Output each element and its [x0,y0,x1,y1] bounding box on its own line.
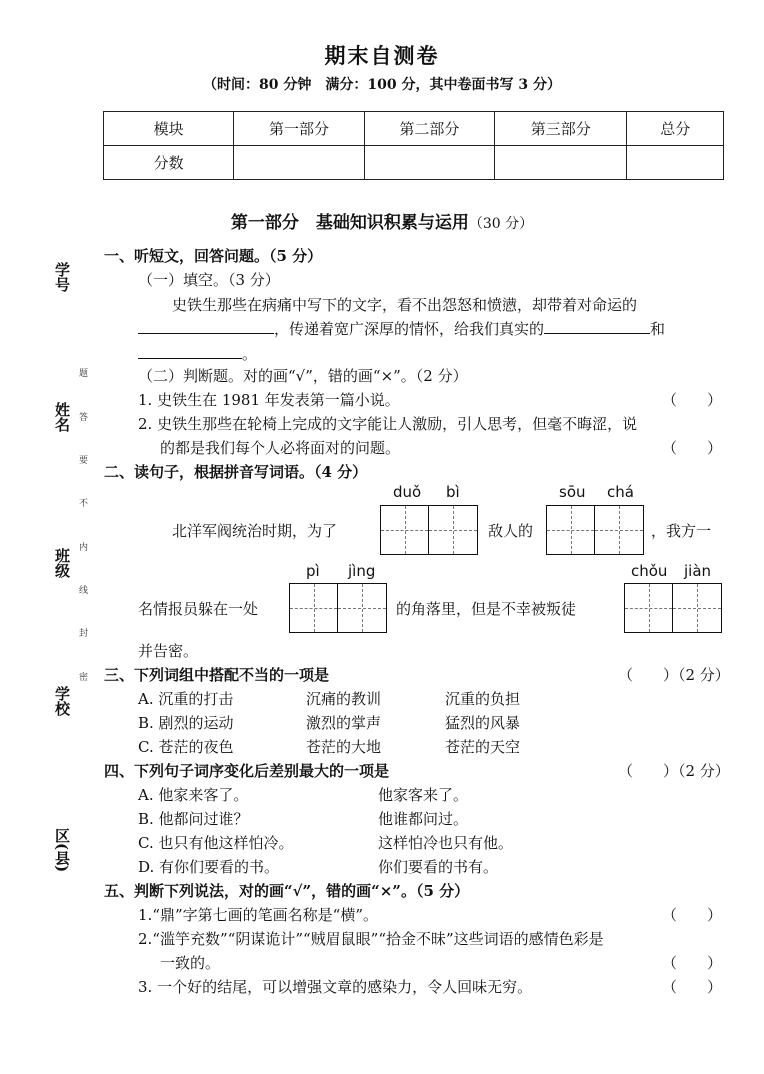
q4-option: 这样怕冷也只有他。 [378,834,514,852]
seal-char: 密 [77,672,87,681]
pinyin-label: chá [607,483,634,501]
q3-option: A. 沉重的打击 [138,690,234,708]
q3-option: 沉痛的教训 [306,690,382,708]
answer-paren[interactable]: （ ） [662,391,723,409]
q2-title: 二、读句子，根据拼音写词语。（4 分） [104,463,368,481]
writing-grid[interactable] [546,505,644,555]
seal-char: 要 [77,455,87,464]
writing-grid[interactable] [624,583,722,633]
seal-char: 封 [77,628,87,637]
q5-item1: 1.“鼎”字第七画的笔画名称是“横”。 [138,906,378,924]
pinyin-label: chǒu [631,562,668,580]
q4-option: C. 也只有他这样怕冷。 [138,834,294,852]
q3-title: 三、下列词组中搭配不当的一项是 [104,666,330,684]
sidebar-xuehao: 学号 [53,262,71,292]
pinyin-label: duǒ [393,483,422,501]
q3-option: 激烈的掌声 [306,714,382,732]
table-header-cell: 第一部分 [234,112,364,146]
pinyin-label: pì [306,562,320,580]
seal-char: 题 [77,368,87,377]
q2-text4: 名情报员躲在一处 [138,600,259,618]
score-cell[interactable] [234,146,364,180]
score-cell[interactable] [627,146,724,180]
section-title [0,208,764,233]
q5-item2b: 一致的。 [160,954,221,972]
sidebar-xuexiao: 学校 [53,686,71,716]
q2-text5: 的角落里，但是不幸被叛徒 [396,600,577,618]
pinyin-label: jiàn [684,562,712,580]
sidebar-quxian: 区(县) [53,828,71,873]
q1-item2a: 2. 史铁生那些在轮椅上完成的文字能让人激励，引人思考，但毫不晦涩，说 [138,415,638,433]
exam-subtitle: （时间：80 分钟 满分：100 分，其中卷面书写 3 分） [203,77,561,93]
q1-line3 [138,343,257,364]
table-header-cell: 总分 [627,112,724,146]
table-row [104,112,724,146]
answer-paren[interactable]: （ ） [662,906,723,924]
q1-line3-end: 。 [242,345,258,363]
q2-text2: 敌人的 [488,522,534,540]
seal-char: 答 [77,412,87,421]
score-cell[interactable] [364,146,494,180]
sidebar-xingming: 姓名 [53,402,71,432]
q4-option: D. 有你们要看的书。 [138,858,280,876]
q5-item3: 3. 一个好的结尾，可以增强文章的感染力，令人回味无穷。 [138,978,533,996]
q4-option: 他家客来了。 [378,786,469,804]
q3-option: 苍茫的天空 [445,738,521,756]
q3-option: 猛烈的风暴 [445,714,521,732]
answer-paren[interactable]: （ ） [662,439,723,457]
answer-paren[interactable]: （ ）（2 分） [618,762,730,780]
q4-option: 他谁都问过。 [378,810,469,828]
q1-line2b: 和 [650,320,666,338]
score-table [103,111,724,180]
fill-blank[interactable] [138,318,274,334]
answer-paren[interactable]: （ ） [662,954,723,972]
fill-blank[interactable] [544,318,650,334]
q4-option: 你们要看的书有。 [378,858,499,876]
seal-char: 内 [77,542,87,551]
table-header-cell: 模块 [104,112,234,146]
q1-title: 一、听短文，回答问题。（5 分） [104,247,323,265]
q1-line2 [138,318,665,339]
answer-paren[interactable]: （ ） [662,978,723,996]
table-header-cell: 第二部分 [364,112,494,146]
pinyin-label: sōu [559,483,586,501]
table-score-label: 分数 [104,146,234,180]
seal-char: 线 [77,585,87,594]
section-points: （30 分） [468,216,534,232]
q2-text6: 并告密。 [138,642,199,660]
table-row [104,146,724,180]
q3-option: C. 苍茫的夜色 [138,738,234,756]
q4-title: 四、下列句子词序变化后差别最大的一项是 [104,762,390,780]
exam-title: 期末自测卷 [324,43,440,68]
answer-paren[interactable]: （ ）（2 分） [618,666,730,684]
q2-text1: 北洋军阀统治时期，为了 [172,522,338,540]
table-header-cell: 第三部分 [495,112,627,146]
fill-blank[interactable] [138,343,242,359]
writing-grid[interactable] [289,583,387,633]
q2-text3: ，我方一 [651,522,712,540]
q4-option: A. 他家来客了。 [138,786,249,804]
q1-line2a: ，传递着宽广深厚的情怀，给我们真实的 [274,320,545,338]
q3-option: 苍茫的大地 [306,738,382,756]
section-title-text: 第一部分 基础知识积累与运用 [230,213,469,233]
q1-item1: 1. 史铁生在 1981 年发表第一篇小说。 [138,391,400,409]
q1-line1: 史铁生那些在病痛中写下的文字，看不出怨怒和愤懑，却带着对命运的 [172,296,638,314]
q4-option: B. 他都问过谁？ [138,810,249,828]
pinyin-label: bì [446,483,460,501]
q3-option: B. 剧烈的运动 [138,714,234,732]
q5-title: 五、判断下列说法，对的画“√”，错的画“×”。（5 分） [104,882,470,900]
seal-char: 不 [77,498,87,507]
q1-sub1: （一）填空。（3 分） [138,271,280,289]
q5-item2a: 2.“滥竽充数”“阴谋诡计”“贼眉鼠眼”“拾金不昧”这些词语的感情色彩是 [138,930,604,948]
pinyin-label: jìng [348,562,376,580]
q3-option: 沉重的负担 [445,690,521,708]
q1-item2b: 的都是我们每个人必将面对的问题。 [160,439,401,457]
writing-grid[interactable] [380,505,478,555]
q1-sub2: （二）判断题。对的画“√”，错的画“×”。（2 分） [138,367,468,385]
score-cell[interactable] [495,146,627,180]
sidebar-banji: 班级 [53,548,71,578]
